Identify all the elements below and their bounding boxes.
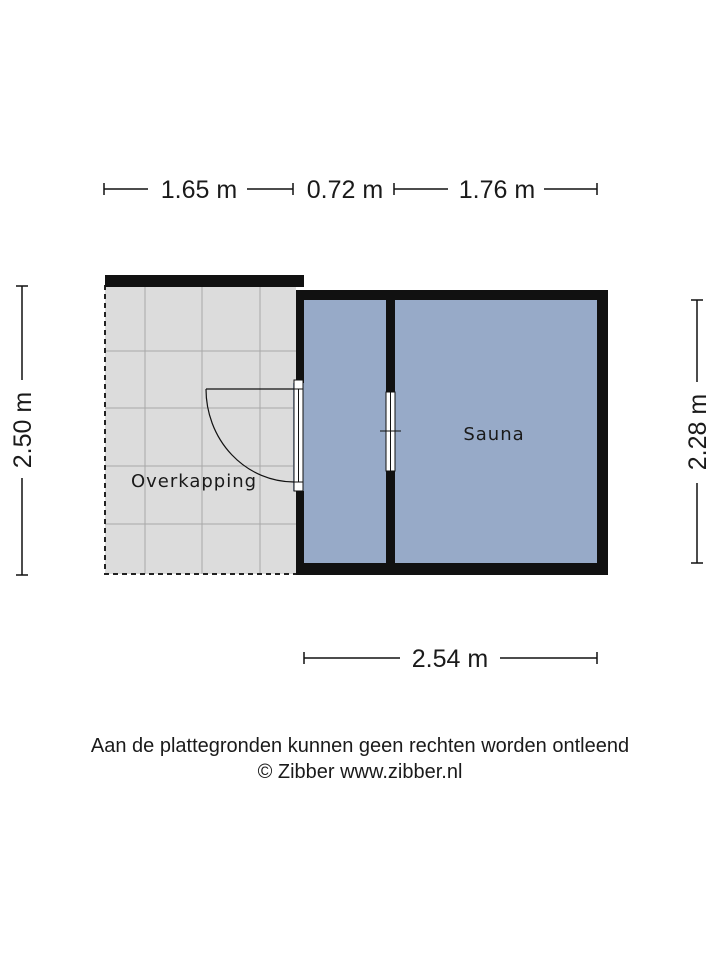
dimension-top-right: 1.76 m bbox=[458, 176, 536, 204]
room-label-overkapping: Overkapping bbox=[130, 471, 258, 492]
dimension-bottom: 2.54 m bbox=[411, 645, 489, 673]
dimension-top-left: 1.65 m bbox=[160, 176, 238, 204]
dimension-right: 2.28 m bbox=[684, 393, 712, 471]
copyright-text: © Zibber www.zibber.nl bbox=[257, 761, 463, 783]
dimension-top-middle: 0.72 m bbox=[306, 176, 384, 204]
room-label-sauna: Sauna bbox=[463, 424, 525, 445]
dimension-left: 2.50 m bbox=[9, 391, 37, 469]
entrance-door-frame-top bbox=[294, 380, 303, 389]
overkapping-top-wall bbox=[105, 275, 304, 287]
disclaimer-text: Aan de plattegronden kunnen geen rechten worden ontleend bbox=[90, 735, 630, 757]
overkapping-area bbox=[105, 285, 296, 574]
sauna-anteroom-floor bbox=[304, 300, 386, 563]
entrance-door-frame-bottom bbox=[294, 482, 303, 491]
